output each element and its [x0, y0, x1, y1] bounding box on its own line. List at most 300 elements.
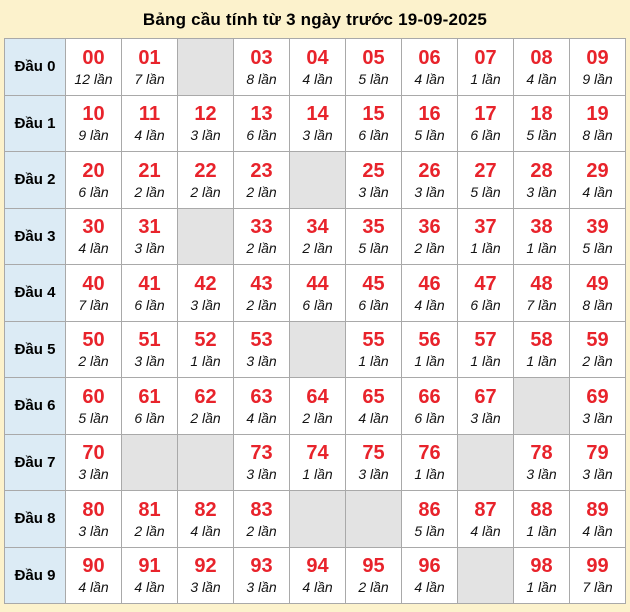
pair-number: 13	[250, 103, 273, 126]
pair-count: 2 lần	[358, 579, 389, 596]
number-cell	[66, 265, 122, 322]
pair-count: 4 lần	[358, 409, 389, 426]
number-cell	[570, 434, 626, 491]
pair-count: 2 lần	[134, 183, 165, 200]
pair-number: 98	[530, 555, 553, 578]
number-cell	[66, 39, 122, 96]
number-cell	[458, 152, 514, 209]
pair-count: 4 lần	[246, 409, 277, 426]
pair-count: 4 lần	[414, 579, 445, 596]
number-cell	[514, 152, 570, 209]
pair-count: 3 lần	[246, 353, 277, 370]
pair-count: 3 lần	[358, 183, 389, 200]
number-cell	[346, 95, 402, 152]
pair-number: 16	[418, 103, 441, 126]
pair-count: 3 lần	[78, 522, 109, 539]
table-row	[5, 434, 626, 491]
pair-count: 4 lần	[78, 240, 109, 257]
pair-number: 38	[530, 216, 553, 239]
pair-count: 2 lần	[190, 183, 221, 200]
number-cell	[234, 39, 290, 96]
pair-count: 3 lần	[190, 579, 221, 596]
number-cell	[122, 321, 178, 378]
pair-count: 6 lần	[414, 409, 445, 426]
pair-number: 65	[362, 385, 385, 408]
cau-stats-table-body	[5, 39, 626, 604]
number-cell	[290, 547, 346, 604]
number-cell	[178, 378, 234, 435]
pair-number: 50	[82, 329, 105, 352]
pair-count: 4 lần	[414, 70, 445, 87]
pair-count: 3 lần	[246, 466, 277, 483]
number-cell	[178, 152, 234, 209]
number-cell	[514, 95, 570, 152]
number-cell	[122, 265, 178, 322]
number-cell	[402, 152, 458, 209]
pair-number: 34	[306, 216, 329, 239]
pair-number: 23	[250, 159, 273, 182]
pair-number: 31	[138, 216, 161, 239]
number-cell	[346, 39, 402, 96]
number-cell	[402, 434, 458, 491]
number-cell	[66, 547, 122, 604]
pair-number: 86	[418, 498, 441, 521]
pair-number: 80	[82, 498, 105, 521]
pair-count: 5 lần	[526, 127, 557, 144]
pair-number: 57	[474, 329, 497, 352]
pair-count: 2 lần	[134, 522, 165, 539]
table-row	[5, 208, 626, 265]
pair-count: 4 lần	[414, 296, 445, 313]
pair-number: 83	[250, 498, 273, 521]
pair-count: 2 lần	[246, 183, 277, 200]
pair-count: 3 lần	[190, 127, 221, 144]
number-cell	[402, 265, 458, 322]
pair-count: 4 lần	[582, 522, 613, 539]
pair-count: 5 lần	[470, 183, 501, 200]
number-cell	[458, 265, 514, 322]
empty-cell	[290, 491, 346, 548]
number-cell	[178, 491, 234, 548]
pair-number: 00	[82, 46, 105, 69]
number-cell	[402, 95, 458, 152]
number-cell	[458, 378, 514, 435]
pair-number: 07	[474, 46, 497, 69]
pair-number: 64	[306, 385, 329, 408]
pair-number: 11	[138, 103, 161, 126]
number-cell	[346, 321, 402, 378]
pair-count: 3 lần	[526, 466, 557, 483]
pair-number: 26	[418, 159, 441, 182]
pair-number: 21	[138, 159, 161, 182]
pair-number: 88	[530, 498, 553, 521]
number-cell	[178, 321, 234, 378]
number-cell	[122, 208, 178, 265]
pair-count: 3 lần	[134, 240, 165, 257]
pair-count: 4 lần	[134, 127, 165, 144]
pair-count: 5 lần	[414, 522, 445, 539]
number-cell	[66, 434, 122, 491]
pair-count: 2 lần	[190, 409, 221, 426]
pair-count: 3 lần	[470, 409, 501, 426]
pair-count: 6 lần	[470, 296, 501, 313]
number-cell	[570, 95, 626, 152]
table-row	[5, 321, 626, 378]
row-header-label: Đầu 8	[5, 491, 66, 548]
row-header-label: Đầu 2	[5, 152, 66, 209]
pair-count: 5 lần	[358, 240, 389, 257]
number-cell	[66, 491, 122, 548]
number-cell	[346, 265, 402, 322]
pair-number: 42	[194, 272, 217, 295]
number-cell	[458, 95, 514, 152]
number-cell	[234, 547, 290, 604]
pair-count: 3 lần	[582, 409, 613, 426]
pair-number: 12	[194, 103, 217, 126]
pair-count: 4 lần	[470, 522, 501, 539]
pair-number: 44	[306, 272, 329, 295]
number-cell	[570, 208, 626, 265]
number-cell	[514, 547, 570, 604]
pair-count: 2 lần	[78, 353, 109, 370]
number-cell	[346, 434, 402, 491]
pair-count: 4 lần	[302, 70, 333, 87]
pair-number: 63	[250, 385, 273, 408]
number-cell	[514, 321, 570, 378]
pair-count: 2 lần	[582, 353, 613, 370]
empty-cell	[458, 434, 514, 491]
pair-count: 4 lần	[582, 183, 613, 200]
pair-number: 73	[250, 442, 273, 465]
pair-count: 9 lần	[582, 70, 613, 87]
number-cell	[66, 378, 122, 435]
number-cell	[66, 208, 122, 265]
pair-count: 6 lần	[358, 296, 389, 313]
pair-count: 1 lần	[526, 522, 557, 539]
pair-count: 6 lần	[302, 296, 333, 313]
number-cell	[402, 208, 458, 265]
pair-number: 92	[194, 555, 217, 578]
pair-number: 37	[474, 216, 497, 239]
pair-count: 6 lần	[246, 127, 277, 144]
number-cell	[514, 491, 570, 548]
pair-count: 5 lần	[582, 240, 613, 257]
pair-count: 6 lần	[78, 183, 109, 200]
number-cell	[290, 434, 346, 491]
pair-number: 76	[418, 442, 441, 465]
pair-count: 9 lần	[78, 127, 109, 144]
pair-number: 20	[82, 159, 105, 182]
pair-number: 27	[474, 159, 497, 182]
row-header-label: Đầu 3	[5, 208, 66, 265]
pair-number: 39	[586, 216, 609, 239]
cau-stats-table	[4, 38, 626, 604]
pair-count: 3 lần	[582, 466, 613, 483]
pair-count: 5 lần	[414, 127, 445, 144]
pair-count: 2 lần	[414, 240, 445, 257]
number-cell	[346, 152, 402, 209]
pair-number: 01	[138, 46, 161, 69]
pair-count: 4 lần	[526, 70, 557, 87]
row-header-label: Đầu 9	[5, 547, 66, 604]
number-cell	[122, 39, 178, 96]
pair-count: 2 lần	[302, 240, 333, 257]
pair-number: 40	[82, 272, 105, 295]
number-cell	[290, 39, 346, 96]
pair-number: 93	[250, 555, 273, 578]
number-cell	[178, 95, 234, 152]
number-cell	[66, 321, 122, 378]
empty-cell	[178, 208, 234, 265]
pair-count: 4 lần	[78, 579, 109, 596]
number-cell	[122, 547, 178, 604]
pair-count: 3 lần	[358, 466, 389, 483]
pair-count: 1 lần	[302, 466, 333, 483]
pair-count: 7 lần	[134, 70, 165, 87]
pair-number: 60	[82, 385, 105, 408]
pair-number: 41	[138, 272, 161, 295]
pair-number: 17	[474, 103, 497, 126]
number-cell	[402, 378, 458, 435]
pair-number: 46	[418, 272, 441, 295]
pair-number: 29	[586, 159, 609, 182]
pair-count: 6 lần	[134, 296, 165, 313]
number-cell	[402, 321, 458, 378]
number-cell	[122, 95, 178, 152]
pair-number: 19	[586, 103, 609, 126]
empty-cell	[458, 547, 514, 604]
pair-count: 8 lần	[582, 127, 613, 144]
pair-number: 87	[474, 498, 497, 521]
pair-number: 94	[306, 555, 329, 578]
pair-number: 36	[418, 216, 441, 239]
number-cell	[402, 39, 458, 96]
pair-number: 06	[418, 46, 441, 69]
number-cell	[178, 265, 234, 322]
pair-number: 89	[586, 498, 609, 521]
number-cell	[402, 491, 458, 548]
pair-number: 30	[82, 216, 105, 239]
pair-number: 62	[194, 385, 217, 408]
number-cell	[458, 491, 514, 548]
pair-number: 35	[362, 216, 385, 239]
pair-number: 53	[250, 329, 273, 352]
pair-count: 5 lần	[358, 70, 389, 87]
pair-count: 3 lần	[190, 296, 221, 313]
number-cell	[570, 378, 626, 435]
pair-count: 1 lần	[526, 579, 557, 596]
number-cell	[290, 265, 346, 322]
number-cell	[234, 321, 290, 378]
pair-count: 3 lần	[302, 127, 333, 144]
pair-number: 33	[250, 216, 273, 239]
pair-count: 8 lần	[582, 296, 613, 313]
number-cell	[122, 491, 178, 548]
pair-count: 4 lần	[134, 579, 165, 596]
pair-number: 09	[586, 46, 609, 69]
pair-count: 3 lần	[526, 183, 557, 200]
number-cell	[178, 547, 234, 604]
pair-number: 91	[138, 555, 161, 578]
pair-number: 05	[362, 46, 385, 69]
pair-number: 79	[586, 442, 609, 465]
pair-number: 66	[418, 385, 441, 408]
number-cell	[234, 434, 290, 491]
empty-cell	[178, 434, 234, 491]
pair-number: 75	[362, 442, 385, 465]
number-cell	[234, 95, 290, 152]
board-title: Bảng cầu tính từ 3 ngày trước 19-09-2025	[142, 10, 488, 29]
number-cell	[122, 152, 178, 209]
pair-number: 56	[418, 329, 441, 352]
number-cell	[234, 491, 290, 548]
row-header-label: Đầu 0	[5, 39, 66, 96]
pair-number: 48	[530, 272, 553, 295]
row-header-label: Đầu 1	[5, 95, 66, 152]
pair-number: 04	[306, 46, 329, 69]
pair-count: 6 lần	[134, 409, 165, 426]
pair-number: 47	[474, 272, 497, 295]
row-header-label: Đầu 5	[5, 321, 66, 378]
number-cell	[514, 208, 570, 265]
pair-number: 90	[82, 555, 105, 578]
row-header-label: Đầu 7	[5, 434, 66, 491]
pair-number: 78	[530, 442, 553, 465]
number-cell	[346, 547, 402, 604]
empty-cell	[178, 39, 234, 96]
pair-count: 1 lần	[470, 70, 501, 87]
pair-count: 2 lần	[246, 522, 277, 539]
pair-count: 4 lần	[190, 522, 221, 539]
pair-number: 61	[138, 385, 161, 408]
number-cell	[122, 378, 178, 435]
number-cell	[514, 434, 570, 491]
pair-number: 74	[306, 442, 329, 465]
empty-cell	[290, 321, 346, 378]
table-row	[5, 378, 626, 435]
number-cell	[570, 265, 626, 322]
pair-count: 6 lần	[470, 127, 501, 144]
pair-count: 3 lần	[78, 466, 109, 483]
empty-cell	[290, 152, 346, 209]
pair-number: 28	[530, 159, 553, 182]
number-cell	[290, 208, 346, 265]
table-row	[5, 265, 626, 322]
pair-number: 45	[362, 272, 385, 295]
pair-count: 12 lần	[74, 70, 113, 87]
pair-count: 8 lần	[246, 70, 277, 87]
pair-count: 5 lần	[78, 409, 109, 426]
number-cell	[234, 265, 290, 322]
empty-cell	[122, 434, 178, 491]
pair-number: 08	[530, 46, 553, 69]
pair-count: 3 lần	[246, 579, 277, 596]
pair-count: 1 lần	[190, 353, 221, 370]
number-cell	[234, 152, 290, 209]
pair-count: 1 lần	[526, 240, 557, 257]
pair-number: 69	[586, 385, 609, 408]
pair-number: 49	[586, 272, 609, 295]
pair-number: 15	[362, 103, 385, 126]
table-row	[5, 95, 626, 152]
pair-count: 1 lần	[358, 353, 389, 370]
pair-count: 1 lần	[526, 353, 557, 370]
number-cell	[570, 321, 626, 378]
row-header-label: Đầu 6	[5, 378, 66, 435]
table-row	[5, 547, 626, 604]
pair-number: 99	[586, 555, 609, 578]
number-cell	[458, 208, 514, 265]
number-cell	[66, 95, 122, 152]
number-cell	[290, 95, 346, 152]
pair-count: 1 lần	[470, 240, 501, 257]
pair-number: 10	[82, 103, 105, 126]
number-cell	[458, 39, 514, 96]
number-cell	[514, 265, 570, 322]
pair-number: 59	[586, 329, 609, 352]
number-cell	[234, 208, 290, 265]
number-cell	[570, 152, 626, 209]
pair-number: 95	[362, 555, 385, 578]
number-cell	[66, 152, 122, 209]
number-cell	[402, 547, 458, 604]
pair-number: 14	[306, 103, 329, 126]
pair-count: 2 lần	[302, 409, 333, 426]
pair-number: 43	[250, 272, 273, 295]
table-row	[5, 152, 626, 209]
row-header-label: Đầu 4	[5, 265, 66, 322]
pair-number: 82	[194, 498, 217, 521]
pair-count: 1 lần	[470, 353, 501, 370]
pair-count: 7 lần	[582, 579, 613, 596]
number-cell	[570, 491, 626, 548]
empty-cell	[346, 491, 402, 548]
pair-count: 3 lần	[134, 353, 165, 370]
pair-number: 18	[530, 103, 553, 126]
table-row	[5, 39, 626, 96]
pair-number: 22	[194, 159, 217, 182]
pair-count: 7 lần	[78, 296, 109, 313]
pair-number: 55	[362, 329, 385, 352]
pair-count: 1 lần	[414, 466, 445, 483]
number-cell	[514, 39, 570, 96]
pair-number: 58	[530, 329, 553, 352]
pair-number: 81	[138, 498, 161, 521]
table-row	[5, 491, 626, 548]
pair-count: 7 lần	[526, 296, 557, 313]
pair-number: 52	[194, 329, 217, 352]
pair-number: 67	[474, 385, 497, 408]
pair-number: 70	[82, 442, 105, 465]
pair-count: 2 lần	[246, 240, 277, 257]
number-cell	[346, 378, 402, 435]
number-cell	[290, 378, 346, 435]
number-cell	[234, 378, 290, 435]
number-cell	[570, 547, 626, 604]
number-cell	[570, 39, 626, 96]
pair-count: 1 lần	[414, 353, 445, 370]
pair-count: 2 lần	[246, 296, 277, 313]
number-cell	[346, 208, 402, 265]
pair-number: 25	[362, 159, 385, 182]
empty-cell	[514, 378, 570, 435]
pair-count: 3 lần	[414, 183, 445, 200]
number-cell	[458, 321, 514, 378]
pair-number: 51	[138, 329, 161, 352]
pair-count: 6 lần	[358, 127, 389, 144]
pair-number: 96	[418, 555, 441, 578]
pair-count: 4 lần	[302, 579, 333, 596]
